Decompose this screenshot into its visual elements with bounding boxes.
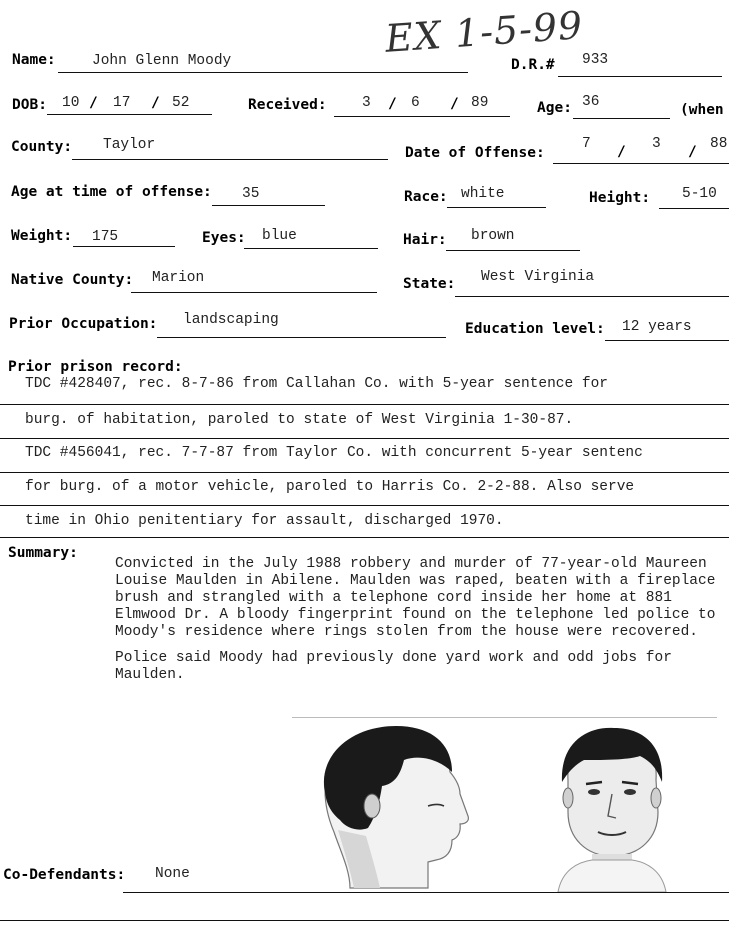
summary-paragraph: Police said Moody had previously done yard work and odd jobs for Maulden. [115,650,672,683]
offense-sep-2: / [688,144,697,160]
prior-record-rule [0,438,729,439]
eyes-label: Eyes: [202,230,246,246]
state-label: State: [403,276,456,292]
co-defendants-underline [123,892,729,893]
age-underline [573,118,670,119]
race-value: white [461,186,505,202]
age-value: 36 [582,94,600,110]
age-note: (when [680,102,724,118]
offense-day: 3 [652,136,661,152]
eyes-underline [244,248,378,249]
mugshot-front-photo [548,720,678,892]
dob-sep-2: / [151,95,160,111]
bottom-rule [0,920,729,921]
age-offense-value: 35 [242,186,260,202]
received-sep-1: / [388,96,397,112]
offense-date-label: Date of Offense: [405,145,545,161]
county-underline [72,159,388,160]
prior-record-rule [0,537,729,538]
name-underline [58,72,468,73]
summary-text [115,556,720,693]
offense-month: 7 [582,136,591,152]
county-label: County: [11,139,73,155]
native-county-underline [131,292,377,293]
name-label: Name: [12,52,56,68]
occupation-label: Prior Occupation: [9,316,158,332]
received-label: Received: [248,97,327,113]
prior-record-line: burg. of habitation, paroled to state of West Virginia 1-30-87. [25,412,574,428]
dob-underline [47,114,212,115]
hair-label: Hair: [403,232,447,248]
native-county-value: Marion [152,270,205,286]
age-offense-label: Age at time of offense: [11,184,212,200]
offense-sep-1: / [617,144,626,160]
hair-value: brown [471,228,515,244]
received-sep-2: / [450,96,459,112]
prior-record-line: TDC #428407, rec. 8-7-86 from Callahan Co. with 5-year sentence for [25,376,608,392]
height-label: Height: [589,190,651,206]
state-underline [455,296,729,297]
dr-value: 933 [582,52,609,68]
prior-record-rule [0,505,729,506]
summary-paragraph: Convicted in the July 1988 robbery and murder of 77-year-old Maureen Louise Maulden in Abilene. Maulden was raped, beaten with a fireplace brush and strangled with a telephone cord inside her home at 881 Elmwood Dr. A bloody fingerprint found on the telephone led police to Moody's residence where rings stolen from the house were recovered. [115,556,716,640]
dob-sep-1: / [89,95,98,111]
received-year: 89 [471,95,489,111]
hair-underline [446,250,580,251]
race-underline [447,207,546,208]
dob-year: 52 [172,95,190,111]
height-underline [659,208,729,209]
offense-date-underline [553,163,729,164]
dob-day: 17 [113,95,131,111]
weight-underline [73,246,175,247]
co-defendants-value: None [155,866,190,882]
education-label: Education level: [465,321,605,337]
education-underline [605,340,729,341]
handwritten-execution-date: EX 1-5-99 [383,3,585,61]
prior-record-rule [0,472,729,473]
mugshot-profile-photo [310,720,480,890]
prior-record-line: TDC #456041, rec. 7-7-87 from Taylor Co. with concurrent 5-year sentenc [25,445,643,461]
received-day: 6 [411,95,420,111]
prior-record-line: for burg. of a motor vehicle, paroled to Harris Co. 2-2-88. Also serve [25,479,635,495]
offense-year: 88 [710,136,728,152]
height-value: 5-10 [682,186,717,202]
age-label: Age: [537,100,572,116]
prior-record-line: time in Ohio penitentiary for assault, discharged 1970. [25,513,504,529]
dr-underline [558,76,722,77]
occupation-value: landscaping [183,312,279,328]
dob-label: DOB: [12,97,47,113]
prior-record-label: Prior prison record: [8,359,183,375]
co-defendants-label: Co-Defendants: [3,867,126,883]
education-value: 12 years [622,319,692,335]
received-underline [334,116,510,117]
eyes-value: blue [262,228,297,244]
name-value: John Glenn Moody [92,53,232,69]
weight-value: 175 [92,229,119,245]
summary-label: Summary: [8,545,78,561]
received-month: 3 [362,95,371,111]
dob-month: 10 [62,95,80,111]
weight-label: Weight: [11,228,73,244]
state-value: West Virginia [481,269,595,285]
native-county-label: Native County: [11,272,134,288]
occupation-underline [157,337,446,338]
county-value: Taylor [103,137,156,153]
dr-label: D.R.# [511,57,555,73]
age-offense-underline [212,205,325,206]
race-label: Race: [404,189,448,205]
prior-record-rule [0,404,729,405]
photo-frame-rule [292,717,717,718]
